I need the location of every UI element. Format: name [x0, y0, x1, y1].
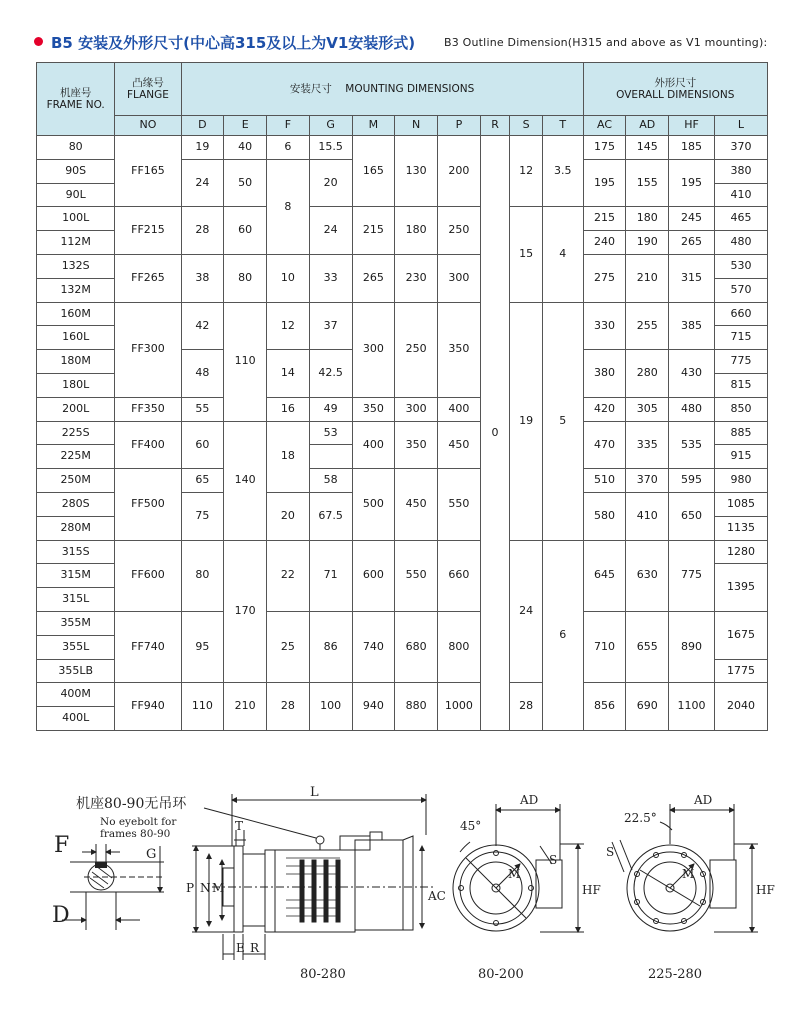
- n-cell: 300: [395, 397, 438, 421]
- col-header: T: [542, 116, 583, 136]
- col-header: N: [395, 116, 438, 136]
- caption-225-280: 225-280: [648, 967, 703, 982]
- ac-cell: 215: [583, 207, 626, 231]
- l-cell: 2040: [714, 683, 767, 731]
- g-cell: 67.5: [309, 492, 352, 540]
- angle-label-225: 22.5°: [624, 811, 657, 825]
- hf-cell: 890: [669, 611, 715, 682]
- g-cell: 15.5: [309, 136, 352, 160]
- dim-label-e: E: [236, 941, 245, 955]
- l-cell: 915: [714, 445, 767, 469]
- n-cell: 130: [395, 136, 438, 207]
- table-row: [37, 207, 768, 231]
- dim-label-g: G: [146, 847, 157, 862]
- l-cell: 850: [714, 397, 767, 421]
- ac-cell: 580: [583, 492, 626, 540]
- frame-cell: 90L: [37, 183, 115, 207]
- l-cell: 370: [714, 136, 767, 160]
- hf-cell: 245: [669, 207, 715, 231]
- g-cell: 42.5: [309, 350, 352, 398]
- table-row: [37, 302, 768, 326]
- ad-cell: 255: [626, 302, 669, 350]
- s-cell: 19: [510, 302, 543, 540]
- dim-label-n: N: [200, 881, 211, 895]
- g-cell: [309, 445, 352, 469]
- t-cell: 3.5: [542, 136, 583, 207]
- m-cell: 265: [352, 254, 395, 302]
- e-cell: 110: [224, 302, 267, 421]
- caption-80-200: 80-200: [478, 967, 524, 982]
- frame-cell: 80: [37, 136, 115, 160]
- hf-cell: 385: [669, 302, 715, 350]
- side-view-drawing: [192, 794, 434, 960]
- overall-header-cn: 外形尺寸: [654, 76, 697, 89]
- outline-drawings: [0, 760, 805, 1024]
- frame-cell: 132S: [37, 254, 115, 278]
- ac-cell: 710: [583, 611, 626, 682]
- s-cell: 24: [510, 540, 543, 683]
- l-cell: 1135: [714, 516, 767, 540]
- d-cell: 38: [181, 254, 224, 302]
- overall-header: [583, 63, 767, 116]
- col-header: HF: [669, 116, 715, 136]
- ac-cell: 195: [583, 159, 626, 207]
- flange-cell: FF300: [115, 302, 181, 397]
- frame-cell: 225M: [37, 445, 115, 469]
- frame-cell: 160M: [37, 302, 115, 326]
- m-cell: 215: [352, 207, 395, 255]
- p-cell: 300: [438, 254, 481, 302]
- flange-cell: FF740: [115, 611, 181, 682]
- t-cell: 6: [542, 540, 583, 730]
- l-cell: 530: [714, 254, 767, 278]
- frame-cell: 250M: [37, 469, 115, 493]
- ad-cell: 155: [626, 159, 669, 207]
- l-cell: 1675: [714, 611, 767, 659]
- f-cell: 25: [267, 611, 310, 682]
- frame-cell: 355LB: [37, 659, 115, 683]
- ac-cell: 175: [583, 136, 626, 160]
- l-cell: 380: [714, 159, 767, 183]
- flange-cell: FF265: [115, 254, 181, 302]
- l-cell: 660: [714, 302, 767, 326]
- d-cell: 24: [181, 159, 224, 207]
- note-en-1: No eyebolt for: [100, 816, 177, 828]
- flange-cell: FF165: [115, 136, 181, 207]
- n-cell: 680: [395, 611, 438, 682]
- col-header: G: [309, 116, 352, 136]
- f-cell: 16: [267, 397, 310, 421]
- g-cell: 100: [309, 683, 352, 731]
- dim-label-t: T: [235, 819, 244, 833]
- p-cell: 200: [438, 136, 481, 207]
- g-cell: 86: [309, 611, 352, 682]
- l-cell: 815: [714, 373, 767, 397]
- l-cell: 1395: [714, 564, 767, 612]
- m-cell: 600: [352, 540, 395, 611]
- f-cell: 22: [267, 540, 310, 611]
- ad-cell: 690: [626, 683, 669, 731]
- ad-cell: 280: [626, 350, 669, 398]
- col-header: R: [480, 116, 510, 136]
- l-cell: 885: [714, 421, 767, 445]
- p-cell: 660: [438, 540, 481, 611]
- m-cell: 350: [352, 397, 395, 421]
- s-cell: 12: [510, 136, 543, 207]
- g-cell: 53: [309, 421, 352, 445]
- dim-label-p: P: [186, 881, 195, 895]
- ac-cell: 275: [583, 254, 626, 302]
- flange-cell: FF500: [115, 469, 181, 540]
- ad-cell: 370: [626, 469, 669, 493]
- frame-header: [37, 63, 115, 136]
- e-cell: 140: [224, 421, 267, 540]
- flange-cell: FF400: [115, 421, 181, 469]
- ac-cell: 380: [583, 350, 626, 398]
- dim-label-m-1: M: [508, 867, 521, 881]
- dim-label-ad-1: AD: [520, 793, 539, 807]
- ac-cell: 420: [583, 397, 626, 421]
- col-header: S: [510, 116, 543, 136]
- col-header: F: [267, 116, 310, 136]
- col-header: P: [438, 116, 481, 136]
- mounting-header: [181, 63, 583, 116]
- hf-cell: 265: [669, 231, 715, 255]
- e-cell: 80: [224, 254, 267, 302]
- e-cell: 60: [224, 207, 267, 255]
- hf-cell: 775: [669, 540, 715, 611]
- flange-header-en: FLANGE: [126, 89, 169, 101]
- s-cell: 28: [510, 683, 543, 731]
- dim-label-s-2: S: [606, 845, 615, 859]
- ac-cell: 856: [583, 683, 626, 731]
- frame-cell: 225S: [37, 421, 115, 445]
- f-cell: 28: [267, 683, 310, 731]
- g-cell: 24: [309, 207, 352, 255]
- frame-cell: 400L: [37, 707, 115, 731]
- f-cell: 12: [267, 302, 310, 350]
- dim-label-l: L: [310, 785, 319, 800]
- ad-cell: 180: [626, 207, 669, 231]
- f-cell: 18: [267, 421, 310, 492]
- f-cell: 8: [267, 159, 310, 254]
- hf-cell: 1100: [669, 683, 715, 731]
- s-cell: 15: [510, 207, 543, 302]
- ad-cell: 145: [626, 136, 669, 160]
- page-header: [34, 32, 794, 52]
- table-row: [37, 254, 768, 278]
- g-cell: 33: [309, 254, 352, 302]
- frame-cell: 100L: [37, 207, 115, 231]
- e-cell: 170: [224, 540, 267, 683]
- red-bullet-icon: [34, 37, 43, 46]
- col-header: M: [352, 116, 395, 136]
- dim-label-m-2: M: [682, 867, 695, 881]
- flange-header-cn: 凸缘号: [132, 76, 164, 89]
- drawing-svg: [0, 760, 805, 1024]
- d-cell: 75: [181, 492, 224, 540]
- ac-cell: 470: [583, 421, 626, 469]
- flange-cell: FF350: [115, 397, 181, 421]
- r-cell: 0: [480, 136, 510, 731]
- m-cell: 500: [352, 469, 395, 540]
- p-cell: 450: [438, 421, 481, 469]
- l-cell: 1280: [714, 540, 767, 564]
- frame-cell: 280S: [37, 492, 115, 516]
- note-cn: 机座80-90无吊环: [76, 796, 187, 812]
- g-cell: 71: [309, 540, 352, 611]
- n-cell: 550: [395, 540, 438, 611]
- frame-cell: 112M: [37, 231, 115, 255]
- g-cell: 20: [309, 159, 352, 207]
- n-cell: 350: [395, 421, 438, 469]
- p-cell: 350: [438, 302, 481, 397]
- d-cell: 95: [181, 611, 224, 682]
- n-cell: 250: [395, 302, 438, 397]
- e-cell: 50: [224, 159, 267, 207]
- d-cell: 55: [181, 397, 224, 421]
- l-cell: 1775: [714, 659, 767, 683]
- ac-cell: 330: [583, 302, 626, 350]
- ac-cell: 645: [583, 540, 626, 611]
- table-row: [37, 683, 768, 707]
- m-cell: 300: [352, 302, 395, 397]
- table-row: [37, 136, 768, 160]
- dim-label-hf-1: HF: [582, 883, 601, 897]
- d-cell: 48: [181, 350, 224, 398]
- dim-label-ac: AC: [428, 889, 446, 903]
- title-cn: B5 安装及外形尺寸(中心高315及以上为V1安装形式): [51, 34, 416, 52]
- overall-header-en: OVERALL DIMENSIONS: [616, 89, 735, 101]
- table-row: [37, 611, 768, 635]
- n-cell: 880: [395, 683, 438, 731]
- e-cell: 40: [224, 136, 267, 160]
- col-header: D: [181, 116, 224, 136]
- d-cell: 42: [181, 302, 224, 350]
- hf-cell: 595: [669, 469, 715, 493]
- table-row: [37, 421, 768, 445]
- ad-cell: 655: [626, 611, 669, 682]
- hf-cell: 185: [669, 136, 715, 160]
- frame-header-en: FRAME NO.: [46, 99, 105, 111]
- l-cell: 570: [714, 278, 767, 302]
- f-cell: 20: [267, 492, 310, 540]
- ad-cell: 335: [626, 421, 669, 469]
- l-cell: 410: [714, 183, 767, 207]
- dim-label-f: F: [54, 833, 70, 858]
- spec-table: [36, 62, 768, 731]
- f-cell: 6: [267, 136, 310, 160]
- ad-cell: 305: [626, 397, 669, 421]
- g-cell: 37: [309, 302, 352, 350]
- ad-cell: 410: [626, 492, 669, 540]
- col-header: L: [714, 116, 767, 136]
- m-cell: 400: [352, 421, 395, 469]
- frame-cell: 400M: [37, 683, 115, 707]
- dim-label-s-1: S: [549, 853, 558, 867]
- p-cell: 1000: [438, 683, 481, 731]
- mounting-header-en: MOUNTING DIMENSIONS: [345, 82, 475, 95]
- p-cell: 800: [438, 611, 481, 682]
- ad-cell: 190: [626, 231, 669, 255]
- dim-label-m: M: [212, 881, 225, 895]
- frame-cell: 355L: [37, 635, 115, 659]
- p-cell: 250: [438, 207, 481, 255]
- ad-cell: 630: [626, 540, 669, 611]
- ac-cell: 510: [583, 469, 626, 493]
- e-cell: 210: [224, 683, 267, 731]
- caption-80-280: 80-280: [300, 967, 346, 982]
- dim-label-d: D: [52, 903, 70, 928]
- ac-cell: 240: [583, 231, 626, 255]
- frame-cell: 160L: [37, 326, 115, 350]
- n-cell: 180: [395, 207, 438, 255]
- frame-header-cn: 机座号: [59, 86, 92, 99]
- l-cell: 465: [714, 207, 767, 231]
- l-cell: 1085: [714, 492, 767, 516]
- hf-cell: 195: [669, 159, 715, 207]
- col-header: AD: [626, 116, 669, 136]
- frame-cell: 315L: [37, 588, 115, 612]
- flange-header-no: NO: [115, 116, 181, 136]
- flange-cell: FF215: [115, 207, 181, 255]
- f-cell: 14: [267, 350, 310, 398]
- d-cell: 60: [181, 421, 224, 469]
- flange-cell: FF600: [115, 540, 181, 611]
- t-cell: 5: [542, 302, 583, 540]
- dim-label-r: R: [250, 941, 260, 955]
- l-cell: 480: [714, 231, 767, 255]
- n-cell: 230: [395, 254, 438, 302]
- d-cell: 19: [181, 136, 224, 160]
- frame-cell: 132M: [37, 278, 115, 302]
- flange-cell: FF940: [115, 683, 181, 731]
- l-cell: 715: [714, 326, 767, 350]
- hf-cell: 480: [669, 397, 715, 421]
- dim-label-ad-2: AD: [694, 793, 713, 807]
- mounting-header-cn: 安装尺寸: [289, 82, 332, 95]
- frame-cell: 180M: [37, 350, 115, 374]
- table-row: [37, 469, 768, 493]
- n-cell: 450: [395, 469, 438, 540]
- d-cell: 28: [181, 207, 224, 255]
- col-header: E: [224, 116, 267, 136]
- m-cell: 165: [352, 136, 395, 207]
- hf-cell: 430: [669, 350, 715, 398]
- d-cell: 110: [181, 683, 224, 731]
- note-en-2: frames 80-90: [100, 828, 171, 840]
- g-cell: 49: [309, 397, 352, 421]
- f-cell: 10: [267, 254, 310, 302]
- frame-cell: 355M: [37, 611, 115, 635]
- hf-cell: 535: [669, 421, 715, 469]
- spec-table-wrap: [36, 62, 768, 731]
- m-cell: 940: [352, 683, 395, 731]
- table-row: [37, 397, 768, 421]
- table-row: [37, 540, 768, 564]
- frame-cell: 90S: [37, 159, 115, 183]
- l-cell: 980: [714, 469, 767, 493]
- hf-cell: 650: [669, 492, 715, 540]
- t-cell: 4: [542, 207, 583, 302]
- ad-cell: 210: [626, 254, 669, 302]
- frame-cell: 200L: [37, 397, 115, 421]
- frame-cell: 315S: [37, 540, 115, 564]
- p-cell: 550: [438, 469, 481, 540]
- d-cell: 80: [181, 540, 224, 611]
- dim-label-hf-2: HF: [756, 883, 775, 897]
- m-cell: 740: [352, 611, 395, 682]
- g-cell: 58: [309, 469, 352, 493]
- hf-cell: 315: [669, 254, 715, 302]
- frame-cell: 315M: [37, 564, 115, 588]
- d-cell: 65: [181, 469, 224, 493]
- frame-cell: 180L: [37, 373, 115, 397]
- flange-header: [115, 63, 181, 116]
- frame-cell: 280M: [37, 516, 115, 540]
- col-header: AC: [583, 116, 626, 136]
- angle-label-45: 45°: [460, 819, 482, 833]
- l-cell: 775: [714, 350, 767, 374]
- title-en: B3 Outline Dimension(H315 and above as V1 mounting):: [444, 36, 768, 49]
- p-cell: 400: [438, 397, 481, 421]
